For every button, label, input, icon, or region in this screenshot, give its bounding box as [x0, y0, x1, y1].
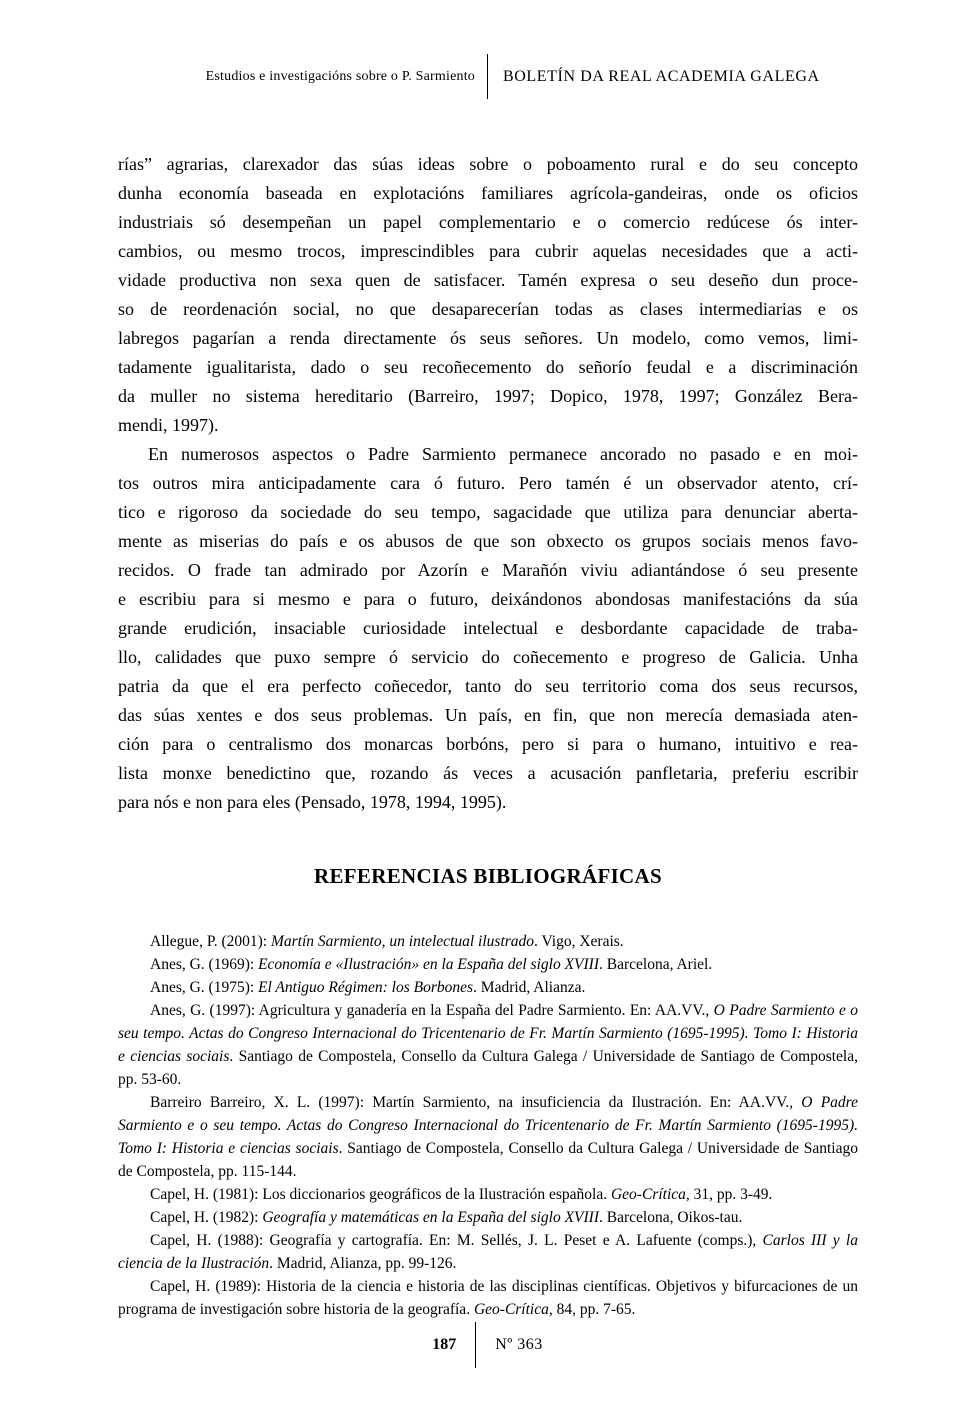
reference-entry [118, 1091, 858, 1183]
reference-title: Geo-Crítica [610, 1186, 686, 1203]
reference-text: Anes, G. (1969): [150, 956, 259, 973]
reference-title: Geo-Crítica [473, 1301, 549, 1318]
reference-title: El Antiguo Régimen: los Borbones [258, 979, 474, 996]
body-line: patria da que el era perfecto coñecedor, tanto do seu territorio coma dos seus recursos, [118, 676, 858, 696]
body-line: mente as miserias do país e os abusos de que son obxecto os grupos sociais menos favo- [118, 531, 858, 551]
issue-number: Nº 363 [495, 1336, 543, 1353]
running-head [118, 54, 858, 99]
body-line: tadamente igualitarista, dado o seu recoñecemento do señorío feudal e a discriminación [118, 357, 858, 377]
reference-title: Martín Sarmiento, un intelectual ilustrado [270, 933, 535, 950]
body-line: recidos. O frade tan admirado por Azorín e Marañón viviu adiantándose ó seu presente [118, 560, 858, 580]
reference-text: Anes, G. (1975): [150, 979, 259, 996]
reference-title: Carlos III y la ciencia de la Ilustración [118, 1232, 858, 1272]
reference-text: Anes, G. (1997): Agricultura y ganadería en la España del Padre Sarmiento. En: AA.VV., [150, 1002, 714, 1019]
body-line: so de reordenación social, no que desaparecerían todas as clases intermediarias e os [118, 299, 858, 319]
reference-text: . Barcelona, Oikos-tau. [599, 1209, 743, 1226]
paragraph [118, 150, 858, 440]
body-text [118, 150, 858, 817]
body-line: mendi, 1997). [118, 415, 219, 435]
body-line: para nós e non para eles (Pensado, 1978, 1994, 1995). [118, 792, 507, 812]
reference-entry [118, 999, 858, 1091]
reference-text: . Barcelona, Ariel. [599, 956, 713, 973]
paragraph [118, 440, 858, 817]
body-line: tos outros mira anticipadamente cara ó futuro. Pero tamén é un observador atento, crí- [118, 473, 858, 493]
reference-title: Economía e «Ilustración» en la España del siglo XVIII [258, 956, 600, 973]
body-line: rías” agrarias, clarexador das súas ideas sobre o poboamento rural e do seu concepto [118, 154, 858, 174]
reference-text: Allegue, P. (2001): [150, 933, 271, 950]
reference-entry [118, 1275, 858, 1321]
references-list [118, 930, 858, 1321]
reference-title: Geografía y matemáticas en la España del siglo XVIII [262, 1209, 599, 1226]
reference-entry [118, 930, 858, 953]
reference-text: . Madrid, Alianza, pp. 99-126. [269, 1255, 457, 1272]
body-line: ción para o centralismo dos monarcas borbóns, pero si para o humano, intuitivo e rea- [118, 734, 858, 754]
body-line: e escribiu para si mesmo e para o futuro, deixándonos abondosas manifestacións da súa [118, 589, 858, 609]
reference-text: Capel, H. (1988): Geografía y cartografía. En: M. Sellés, J. L. Peset e A. Lafuente (comps.), [150, 1232, 763, 1249]
reference-entry [118, 1229, 858, 1275]
body-line: labregos pagarían a renda directamente ós seus señores. Un modelo, como vemos, limi- [118, 328, 858, 348]
reference-text: Barreiro Barreiro, X. L. (1997): Martín Sarmiento, na insuficiencia da Ilustración. En: AA.VV., [150, 1094, 802, 1111]
body-line: cambios, ou mesmo trocos, imprescindibles para cubrir aquelas necesidades que a acti- [118, 241, 858, 261]
reference-title: O Padre Sarmiento e o seu tempo. Actas do Congreso Internacional do Tricentenario de Fr. Martín Sarmiento (1695-1995). Tomo I: Historia e ciencias sociais [118, 1002, 858, 1065]
reference-entry [118, 1183, 858, 1206]
reference-entry [118, 953, 858, 976]
references-heading: REFERENCIAS BIBLIOGRÁFICAS [314, 864, 662, 888]
body-line: dunha economía baseada en explotacións familiares agrícola-gandeiras, onde os oficios [118, 183, 858, 203]
reference-text: , 84, pp. 7-65. [548, 1301, 636, 1318]
body-line: industriais só desempeñan un papel complementario e o comercio redúcese ós inter- [118, 212, 858, 232]
reference-text: Capel, H. (1989): Historia de la ciencia e historia de las disciplinas científicas. Objetivos y bifurcaciones de un programa de investigación sobre historia de la geografía. [118, 1278, 858, 1318]
reference-text: Capel, H. (1982): [150, 1209, 263, 1226]
reference-text: , 31, pp. 3-49. [685, 1186, 773, 1203]
reference-text: . Santiago de Compostela, Consello da Cultura Galega / Universidade de Santiago de Compostela, pp. 115-144. [118, 1140, 858, 1180]
body-line: vidade productiva non sexa quen de satisfacer. Tamén expresa o seu deseño dun proce- [118, 270, 858, 290]
reference-text: Capel, H. (1981): Los diccionarios geográficos de la Ilustración española. [150, 1186, 611, 1203]
body-line: lista monxe benedictino que, rozando ás veces a acusación panfletaria, preferiu escribir [118, 763, 858, 783]
body-line: En numerosos aspectos o Padre Sarmiento permanece ancorado no pasado e en moi- [148, 444, 858, 464]
reference-entry [118, 976, 858, 999]
body-line: llo, calidades que puxo sempre ó servicio do coñecemento e progreso de Galicia. Unha [118, 647, 858, 667]
reference-text: . Vigo, Xerais. [534, 933, 624, 950]
footer [0, 1322, 975, 1368]
running-head-right: BOLETÍN DA REAL ACADEMIA GALEGA [503, 67, 820, 85]
reference-text: . Madrid, Alianza. [473, 979, 586, 996]
running-head-left: Estudios e investigacións sobre o P. Sarmiento [205, 68, 475, 84]
body-line: da muller no sistema hereditario (Barreiro, 1997; Dopico, 1978, 1997; González Bera- [118, 386, 858, 406]
body-line: tico e rigoroso da sociedade do seu tempo, sagacidade que utiliza para denunciar aberta- [118, 502, 858, 522]
page-number: 187 [432, 1336, 457, 1353]
body-line: das súas xentes e dos seus problemas. Un país, en fin, que non merecía demasiada aten- [118, 705, 858, 725]
body-line: grande erudición, insaciable curiosidade intelectual e desbordante capacidade de traba- [118, 618, 858, 638]
reference-text: . Santiago de Compostela, Consello da Cultura Galega / Universidade de Santiago de Compostela, pp. 53-60. [118, 1048, 858, 1088]
reference-title: O Padre Sarmiento e o seu tempo. Actas do Congreso Internacional do Tricentenario de Fr. Martín Sarmiento (1695-1995). Tomo I: Historia e ciencias sociais [118, 1094, 858, 1157]
reference-entry [118, 1206, 858, 1229]
